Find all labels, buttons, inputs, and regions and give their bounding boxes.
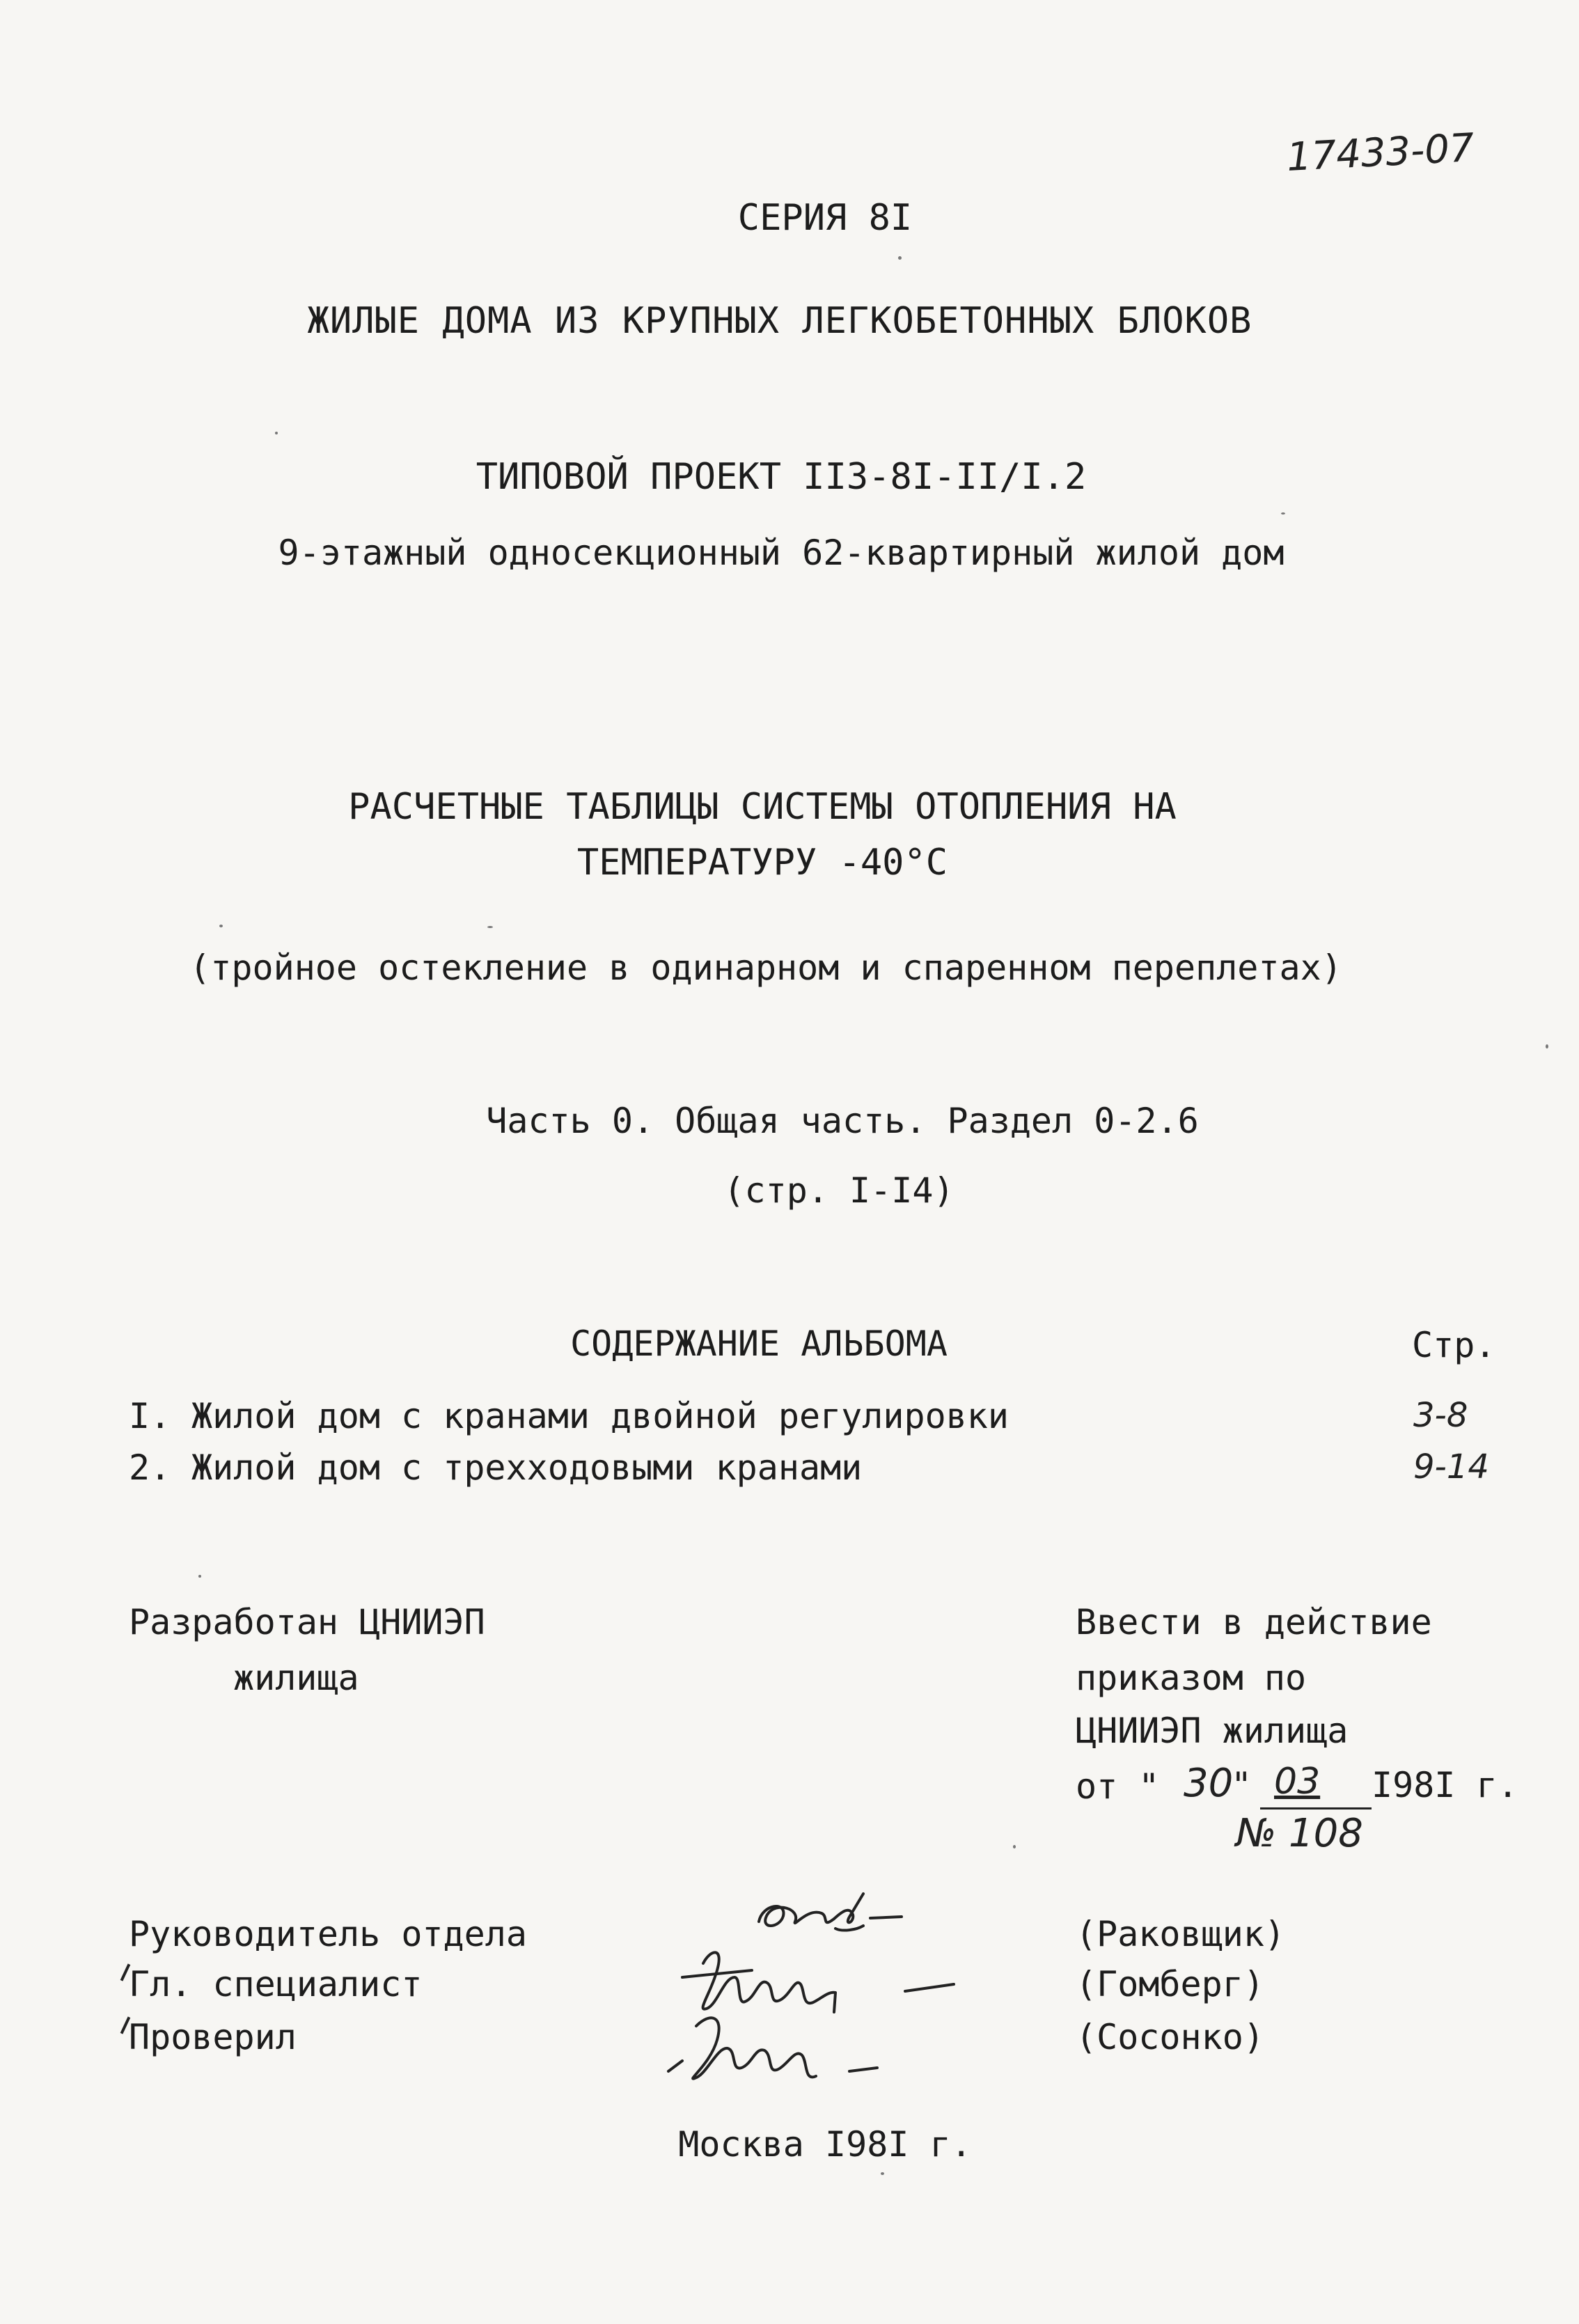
building-description: 9-этажный односекционный 62-квартирный жилой дом (278, 533, 1285, 573)
order-date-month: 03 (1274, 1761, 1321, 1803)
contents-pages-header: Стр. (1412, 1325, 1496, 1365)
scan-speck (487, 926, 493, 928)
part-section: Часть 0. Общая часть. Раздел 0-2.6 (486, 1101, 1199, 1141)
series-title: СЕРИЯ 8I (737, 197, 913, 239)
order-date-quote: " (1231, 1765, 1252, 1805)
contents-item-text: Жилой дом с трехходовыми кранами (191, 1447, 863, 1488)
scan-speck (881, 2172, 884, 2175)
scan-speck (1013, 1845, 1016, 1848)
scan-speck (275, 432, 278, 434)
project-code: ТИПОВОЙ ПРОЕКТ II3-8I-II/I.2 (476, 456, 1087, 498)
name-gomberg: (Гомберг) (1076, 1964, 1264, 2004)
handwritten-signatures (613, 1873, 989, 2110)
scan-speck (1281, 512, 1285, 515)
developer-line-2: жилища (233, 1658, 359, 1698)
contents-item-number: I. (129, 1396, 171, 1436)
archive-number: 17433-07 (1285, 125, 1476, 181)
calc-title-line-2: ТЕМПЕРАТУРУ -40°С (576, 842, 948, 884)
main-title: ЖИЛЫЕ ДОМА ИЗ КРУПНЫХ ЛЕГКОБЕТОННЫХ БЛОКОВ (307, 300, 1252, 342)
contents-item-pages: 9-14 (1413, 1447, 1489, 1486)
order-date-day: 30 (1184, 1761, 1234, 1806)
scan-speck (198, 1575, 201, 1578)
role-chief-specialist: Гл. специалист (129, 1964, 423, 2004)
contents-title: СОДЕРЖАНИЕ АЛЬБОМА (570, 1324, 948, 1364)
city-year: Москва I98I г. (678, 2124, 972, 2165)
page-range: (стр. I-I4) (723, 1170, 955, 1211)
role-head-of-department: Руководитель отдела (129, 1914, 527, 1954)
order-date-prefix: от " (1076, 1766, 1160, 1807)
calc-title-line-1: РАСЧЕТНЫЕ ТАБЛИЦЫ СИСТЕМЫ ОТОПЛЕНИЯ НА (348, 786, 1177, 828)
order-date-year: I98I г. (1372, 1765, 1518, 1805)
scan-speck (1546, 1044, 1548, 1049)
scan-speck (219, 925, 223, 927)
name-rakovshchik: (Раковщик) (1076, 1914, 1286, 1954)
name-sosonko: (Сосонко) (1076, 2017, 1264, 2057)
developer-line-1: Разработан ЦНИИЭП (129, 1602, 485, 1642)
scan-speck (898, 256, 902, 260)
order-line-3: ЦНИИЭП жилища (1076, 1711, 1349, 1751)
contents-item-number: 2. (129, 1447, 171, 1488)
month-underline (1260, 1807, 1372, 1809)
role-checked-by: Проверил (129, 2017, 297, 2057)
contents-item-text: Жилой дом с кранами двойной регулировки (191, 1396, 1009, 1436)
order-line-2: приказом по (1076, 1658, 1307, 1698)
glazing-note: (тройное остекление в одинарном и спаренном переплетах) (189, 948, 1342, 988)
order-number: № 108 (1236, 1811, 1363, 1856)
contents-item-pages: 3-8 (1413, 1396, 1468, 1435)
order-line-1: Ввести в действие (1076, 1602, 1432, 1642)
